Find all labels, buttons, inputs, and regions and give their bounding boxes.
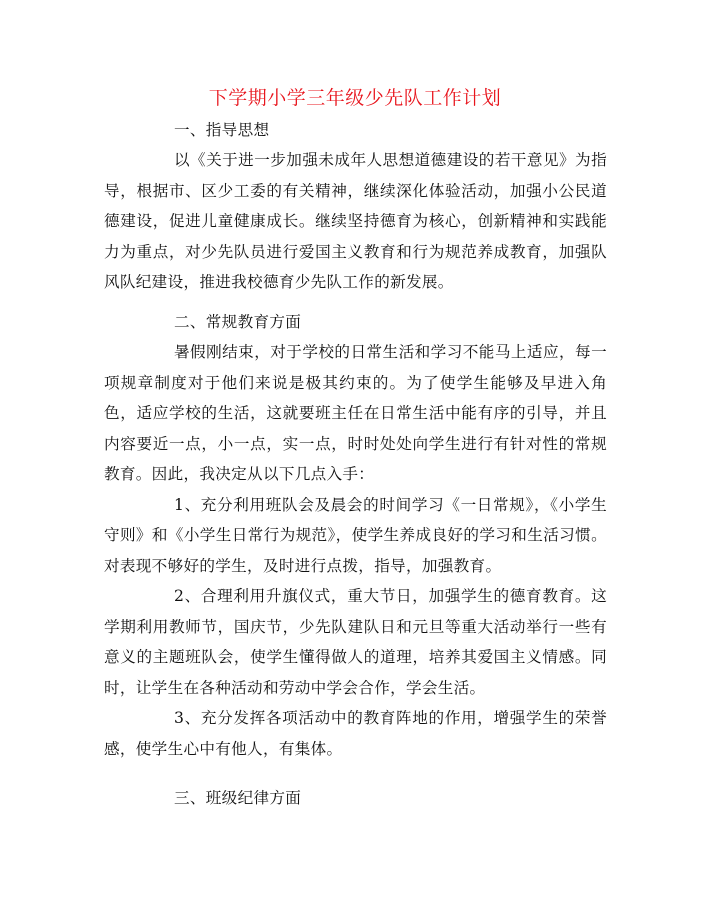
section-heading-class-discipline: 三、班级纪律方面 xyxy=(174,789,302,807)
paragraph: 3、充分发挥各项活动中的教育阵地的作用，增强学生的荣誉感，使学生心中有他人，有集体。 xyxy=(104,709,607,758)
section-body-guiding-ideology xyxy=(104,145,607,298)
section-heading-routine-education: 二、常规教育方面 xyxy=(174,313,302,331)
paragraph: 以《关于进一步加强未成年人思想道德建设的若干意见》为指导，根据市、区少工委的有关精神，继续深化体验活动，加强小公民道德建设，促进儿童健康成长。继续坚持德育为核心，创新精神和实践能力为重点，对少先队员进行爱国主义教育和行为规范养成教育，加强队风队纪建设，推进我校德育少先队工作的新发展。 xyxy=(104,151,607,291)
paragraph: 2、合理利用升旗仪式，重大节日，加强学生的德育教育。这学期利用教师节，国庆节，少先队建队日和元旦等重大活动举行一些有意义的主题班队会，使学生懂得做人的道理，培养其爱国主义情感。同时，让学生在各种活动和劳动中学会合作，学会生活。 xyxy=(104,587,607,697)
paragraph: 暑假刚结束，对于学校的日常生活和学习不能马上适应，每一项规章制度对于他们来说是极其约束的。为了使学生能够及早进入角色，适应学校的生活，这就要班主任在日常生活中能有序的引导，并且内容要近一点，小一点，实一点，时时处处向学生进行有针对性的常规教育。因此，我决定从以下几点入手： xyxy=(104,343,607,483)
document-title: 下学期小学三年级少先队工作计划 xyxy=(208,87,502,109)
paragraph: 1、充分利用班队会及晨会的时间学习《一日常规》，《小学生守则》和《小学生日常行为规范》，使学生养成良好的学习和生活习惯。对表现不够好的学生，及时进行点拨，指导，加强教育。 xyxy=(104,495,607,575)
section-body-routine-education xyxy=(104,337,607,764)
section-heading-guiding-ideology: 一、指导思想 xyxy=(174,121,270,139)
